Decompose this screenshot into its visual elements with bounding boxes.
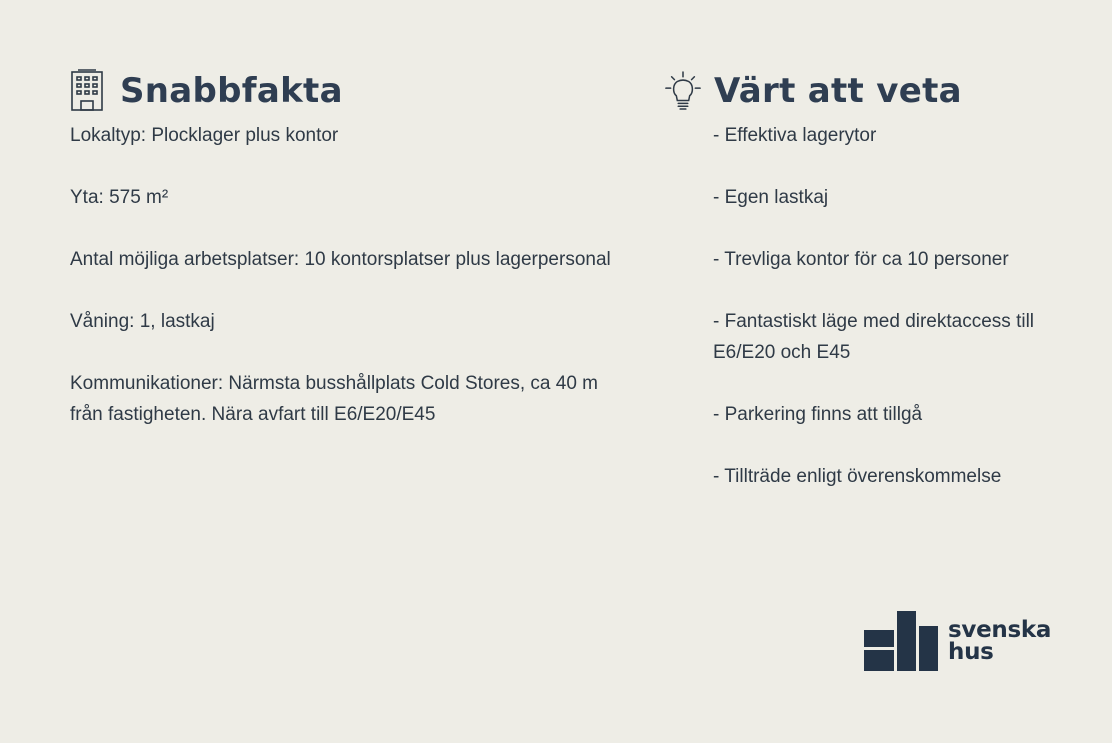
logo-mark-icon	[864, 610, 938, 672]
list-item: - Parkering finns att tillgå	[713, 404, 923, 425]
logo-line-2: hus	[948, 639, 994, 665]
list-item: - Tillträde enligt överenskommelse	[713, 466, 1002, 487]
good-to-know-title: Värt att veta	[714, 71, 962, 111]
list-item: - Effektiva lagerytor	[713, 125, 877, 146]
list-item: - Fantastiskt läge med direktaccess till E6/E20 och E45	[713, 311, 1035, 363]
list-item: - Trevliga kontor för ca 10 personer	[713, 249, 1009, 270]
list-item: Våning: 1, lastkaj	[70, 311, 215, 332]
lightbulb-icon	[664, 69, 702, 113]
good-to-know-section	[664, 68, 1064, 523]
list-item: Yta: 575 m²	[70, 187, 169, 208]
list-item: - Egen lastkaj	[713, 187, 829, 208]
logo-wordmark	[948, 619, 1051, 663]
list-item: Kommunikationer: Närmsta busshållplats Cold Stores, ca 40 m från fastigheten. Nära avfart till E6/E20/E45	[70, 373, 599, 425]
quick-facts-list	[70, 120, 628, 430]
quick-facts-title: Snabbfakta	[120, 71, 343, 111]
svenska-hus-logo	[864, 610, 1051, 672]
building-icon	[68, 69, 106, 113]
quick-facts-heading	[68, 68, 628, 114]
quick-facts-section	[68, 68, 628, 461]
logo-line-1: svenska	[948, 617, 1052, 643]
list-item: Lokaltyp: Plocklager plus kontor	[70, 125, 339, 146]
good-to-know-heading	[664, 68, 1064, 114]
list-item: Antal möjliga arbetsplatser: 10 kontorsplatser plus lagerpersonal	[70, 249, 611, 270]
good-to-know-list	[713, 120, 1063, 492]
